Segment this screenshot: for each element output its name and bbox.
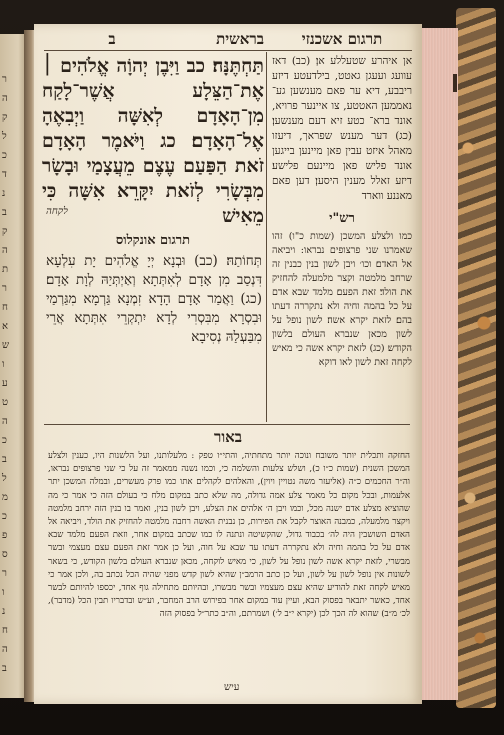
left-page-fragment: ח — [2, 625, 8, 636]
column-divider — [266, 52, 267, 422]
left-page-fragment: נ — [2, 606, 6, 617]
left-page-fragment: כ — [2, 435, 7, 446]
left-page-fragment: ס — [2, 549, 8, 560]
left-page-fragment: ש — [2, 340, 10, 351]
rashi-text: כמו ולצלע המשכן (שמות כ"ו) זהו שאמרנו שני פרצופים נבראו: ויביאה אל האדם׃ וכו׳ ויבן לשון בנין כבנין זה שרחב מלמטה וקצר מלמעלה להחזיק את הולד׃ זאת הפעם׃ מלמד שבא אדם על כל בהמה וחיה ולא נתקררה דעתו בהם׃ לזאת יקרא אשה׃ לשון נופל על לשון מכאן שנברא העולם בלשון הקודש׃ (כג) לזאת יקרא אשה כי מאיש לקחה זאת לשון לאו דוקא — [272, 231, 412, 368]
left-page-fragment: ה — [2, 245, 8, 256]
book-cover — [456, 8, 496, 708]
chapter-label: ב — [108, 30, 116, 48]
left-page-fragment: א — [2, 321, 9, 332]
left-page-fragment: ה — [2, 644, 8, 655]
bookmark-ribbon — [453, 74, 457, 92]
left-page-fragment: כ — [2, 511, 7, 522]
page-catchword: עיש — [224, 682, 240, 693]
left-page-fragment: ו — [2, 359, 5, 370]
book-label: בראשית — [216, 30, 264, 48]
left-page-fragment: ב — [2, 207, 7, 218]
left-page-fragment: ר — [2, 568, 7, 579]
left-page-fragment: נ — [2, 188, 6, 199]
left-page-fragment: ק — [2, 226, 8, 237]
left-page-fragment: ל — [2, 473, 7, 484]
rashi-title: רש"י — [329, 211, 355, 226]
left-page-fragment: פ — [2, 530, 8, 541]
left-page-fragment: ח — [2, 302, 8, 313]
left-page-fragment: מ — [2, 492, 8, 503]
page-edges — [418, 28, 458, 700]
left-page-fragment: כ — [2, 150, 7, 161]
left-page-fragment: ב — [2, 663, 7, 674]
ashkenazi-translation: אן איהרע שטעללע אן׃ (כב) דאז עוועג ועעגן גאטט, בילדעטע דיזע ריבבע, דיא ער פאם מענשען גע־ נאממען האטטע, צו איינער פרויא, אונד ברא־ כטע זיא דעם מענשען׃ (כג) דער מענש שפראך, דיעזו מאהל איזט עבין פאן מיינען בייגען אונד פליש פאן מיינעם פלישע׃ דיזע זאלל מענין היסען׃ דען פאם מאננע װארד — [272, 55, 412, 202]
left-page-fragment: ה — [2, 416, 8, 427]
verse-catchword: לקחה — [46, 206, 68, 217]
left-page-fragment: ל — [2, 131, 7, 142]
left-page-fragment: ר — [2, 74, 7, 85]
onkelos-text: תְּחוֹתַהּ׃ (כב) וּבְנָא יְיָ אֱלֹהִים יָת עִלְעָא דִּנְסַב מִן אָדָם לְאִתְּתָא וְאַיְתְּיַהּ לְוָת אָדָם׃ (כג) וַאֲמַר אָדָם הָדָא זִמְנָא גַּרְמָא מִגַּרְמַי וּבִסְרָא מִבִּסְרִי לְדָא יִתְקְרֵי אִתְּתָא אֲרֵי מִבַּעְלַהּ נְסִיבָא — [46, 253, 262, 345]
left-page-fragment: ר — [2, 283, 7, 294]
left-facing-page — [0, 34, 26, 698]
left-page-fragment: ע — [2, 378, 8, 389]
book-page — [34, 24, 422, 704]
left-page-fragment: ד — [2, 169, 7, 180]
biur-rule — [44, 424, 410, 425]
biur-title: באור — [213, 428, 243, 446]
onkelos-title: תרגום אונקלוס — [115, 233, 191, 248]
header-rule — [44, 50, 412, 51]
left-page-fragment: ה — [2, 93, 8, 104]
left-page-fragment: ת — [2, 264, 9, 275]
header-book-title — [56, 30, 264, 49]
verse-text: תַּחְתֶּנָּה׃ כב וַיִּבֶן יְהוָֹה אֱלֹהִים ׀ אֶת־הַצֵּלָע אֲשֶׁר־לָקַח מִן־הָאָדָם לְאִשָּׁה וַיְבִאֶהָ אֶל־הָאָדָם׃ כג וַיֹּאמֶר הָאָדָם זֹאת הַפַּעַם עֶצֶם מֵעֲצָמַי וּבָשָׂר מִבְּשָׂרִי לְזֹאת יִקָּרֵא אִשָּׁה כִּי מֵאִישׁ — [42, 55, 264, 227]
header-left-title: תרגום אשכנזי — [301, 30, 383, 48]
left-page-fragment: ב — [2, 454, 7, 465]
left-page-fragment: ו — [2, 587, 5, 598]
biur-text: החזקה ותכלית יותר משובח ונוכה יותר מתחתיה, והתי״ו טפק : מלעלותנו, ועל הלשנות היו, כענין ולצלע המשכן השנית (שמות כ״ו כ), ושלש צלעות והשלמה כי, וכמו נשנה ממאמר זה על כי שני פרצופים נבראו, וה״ר החכמים כ״ה (אליעזר משה נטויין ויוין), והאלהים לקהלים אתו כמו פרק מעשרים, ובמלה המשכן יתר אלעמות, ובכל מקום כל מאמר צלע אמה גדולה, מה שלא כתב במקום מלח כי בעולם הזה כי אמר כי מה שהוציא מצלע אדם ישנה מכל, וכמו ויבן ה׳ אלהים את הצלע, ויבן לשון בנין, ואמר בו בנין הזה ירחב מלמטה ויקצר מלמעלה, כמבנה האוצר לקבל את הפירות, כן נבנית האשה רחבה מלמטה להחזיק את הולד, ויביאה אל האדם השושבין היה לה׳ בכבוד גדול, שהקשיטה ונתנה לו כמו שכתב במקום אחר, וזאת הפעם מלמד שבא אדם על כל בהמה וחיה ולא נתקררה דעתו עד שבא על חוה, ועל כן אמר זאת הפעם עצם מעצמי ובשר מבשרי, לזאת יקרא אשה לשון נופל על לשון, כי מאיש לוקחה, מכאן שנברא העולם בלשון הקודש, כי בשאר לשונות אין נופל לשון על לשון, ועל כן כתב הרמב״ן שהיא לשון קדש מפני שהיה הכל נכתב בה, ולכן אמר כי מאיש לקחה זאת להודיע שהיא עצם מעצמיו ובשר מבשרו, ובהיותם מתחילה גוף אחד, יכספו להיותם לבשר אחד, כאשר יתבאר בפסוק הבא, ועיין עוד במקום אחר בפירוש הרב המחבר, וע״ש ובדבריו תבין הכל (מדבר), לכ׳ מ״ב) שהוא לה הכך לכן (יקרא י״ב ל׳) ושמרתם, וה״ב כתר״ל בפסוק הזה — [48, 451, 410, 620]
left-page-fragment: ט — [2, 397, 9, 408]
left-page-fragment: ק — [2, 112, 8, 123]
